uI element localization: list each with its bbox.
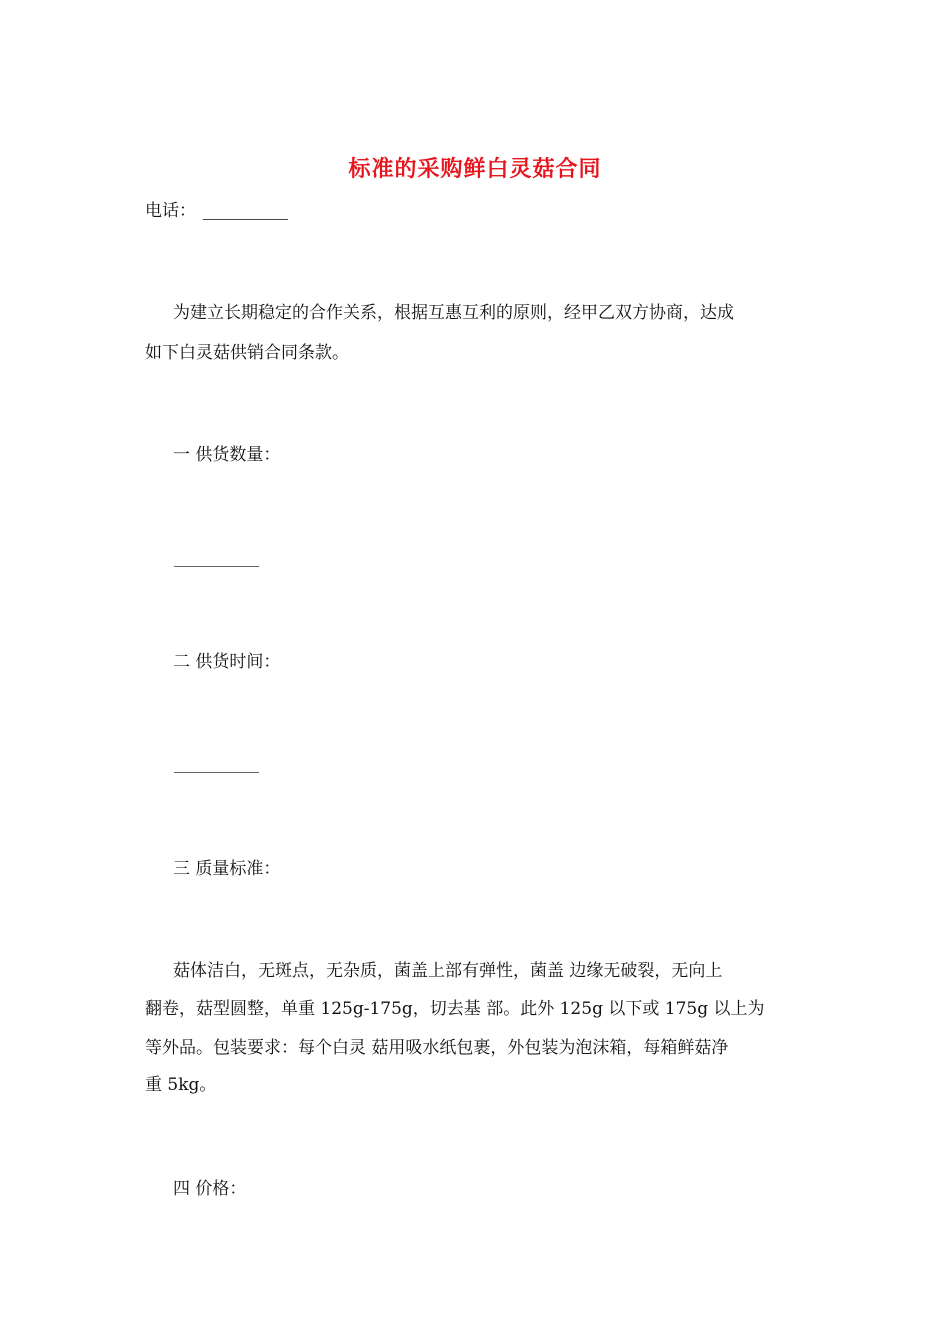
section-2-blank-underline bbox=[174, 772, 259, 773]
section-2-heading: 二 供货时间： bbox=[173, 652, 281, 672]
quality-paragraph-line-2: 翻卷，菇型圆整，单重 125g-175g，切去基 部。此外 125g 以下或 175g 以上为 bbox=[145, 999, 765, 1019]
quality-paragraph-line-1: 菇体洁白，无斑点，无杂质，菌盖上部有弹性，菌盖 边缘无破裂，无向上 bbox=[173, 961, 723, 981]
intro-paragraph-line-2: 如下白灵菇供销合同条款。 bbox=[145, 343, 349, 363]
quality-paragraph-line-3: 等外品。包装要求：每个白灵 菇用吸水纸包裹，外包装为泡沫箱，每箱鲜菇净 bbox=[145, 1038, 729, 1058]
phone-line bbox=[145, 196, 810, 226]
intro-paragraph-line-1: 为建立长期稳定的合作关系，根据互惠互利的原则，经甲乙双方协商，达成 bbox=[173, 303, 734, 323]
quality-paragraph-line-4: 重 5kg。 bbox=[145, 1075, 217, 1095]
phone-blank-underline bbox=[203, 219, 288, 220]
section-3-heading: 三 质量标准： bbox=[173, 859, 281, 879]
section-4-heading: 四 价格： bbox=[173, 1179, 247, 1199]
document-title: 标准的采购鲜白灵菇合同 bbox=[348, 156, 602, 182]
phone-label: 电话： bbox=[145, 201, 196, 221]
section-1-heading: 一 供货数量： bbox=[173, 445, 281, 465]
section-1-blank-underline bbox=[174, 566, 259, 567]
